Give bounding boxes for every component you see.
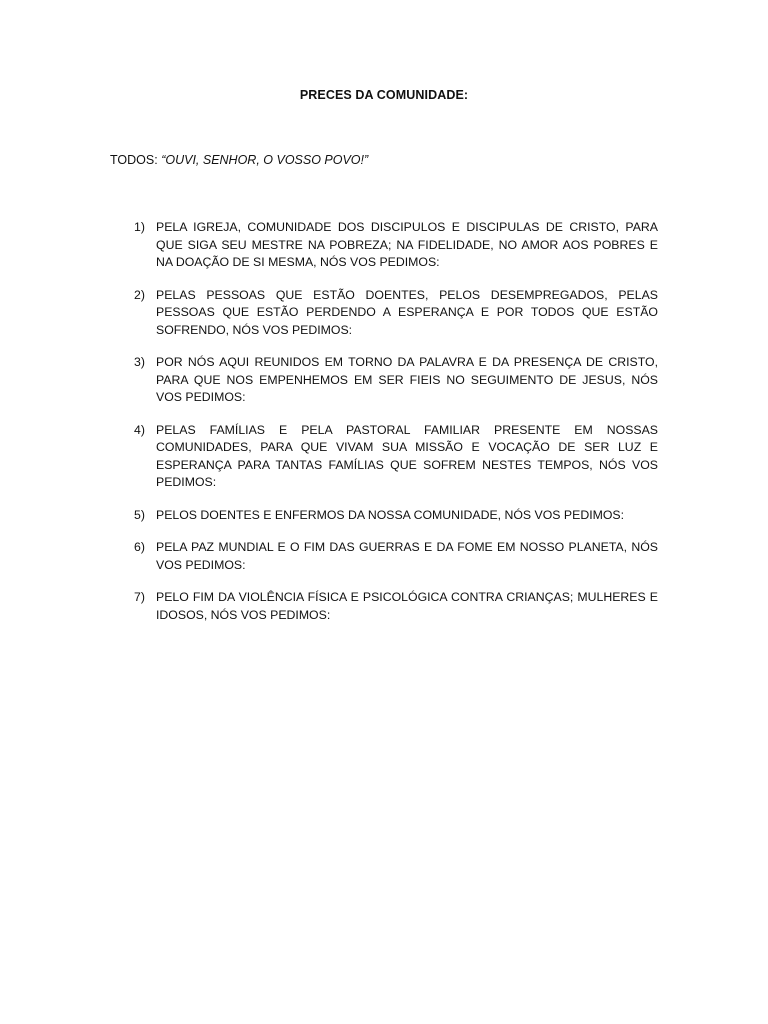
prayer-number: 7) [134,590,145,604]
prayer-item [127,589,658,624]
response-text: “OUVI, SENHOR, O VOSSO POVO!” [161,153,369,167]
response-label: TODOS: [110,153,158,167]
prayer-text: PELOS DOENTES E ENFERMOS DA NOSSA COMUNIDADE, NÓS VOS PEDIMOS: [156,507,625,522]
prayer-item [127,219,658,272]
page-title: PRECES DA COMUNIDADE: [299,88,469,102]
prayer-list [127,219,658,639]
prayer-text: PELAS PESSOAS QUE ESTÃO DOENTES, PELOS DESEMPREGADOS, PELAS PESSOAS QUE ESTÃO PERDENDO A ESPERANÇA E POR TODOS QUE ESTÃO SOFRENDO, NÓS VOS PEDIMOS: [156,287,658,337]
prayer-item [127,507,658,525]
prayer-number: 2) [134,287,145,302]
prayer-text: POR NÓS AQUI REUNIDOS EM TORNO DA PALAVRA E DA PRESENÇA DE CRISTO, PARA QUE NOS EMPENHEMOS EM SER FIEIS NO SEGUIMENTO DE JESUS, NÓS VOS PEDIMOS: [156,355,658,404]
prayer-item [127,354,658,407]
prayer-text: PELA PAZ MUNDIAL E O FIM DAS GUERRAS E DA FOME EM NOSSO PLANETA, NÓS VOS PEDIMOS: [156,540,658,572]
prayer-text: PELO FIM DA VIOLÊNCIA FÍSICA E PSICOLÓGICA CONTRA CRIANÇAS; MULHERES E IDOSOS, NÓS VOS PEDIMOS: [156,590,658,622]
community-response [110,153,368,167]
prayer-number: 4) [134,422,145,437]
prayer-text: PELA IGREJA, COMUNIDADE DOS DISCIPULOS E DISCIPULAS DE CRISTO, PARA QUE SIGA SEU MESTRE NA POBREZA; NA FIDELIDADE, NO AMOR AOS POBRES E NA DOAÇÃO DE SI MESMA, NÓS VOS PEDIMOS: [156,220,658,269]
prayer-number: 1) [134,220,145,234]
prayer-item [127,287,658,340]
prayer-number: 5) [134,507,145,522]
prayer-number: 3) [134,355,145,369]
prayer-text: PELAS FAMÍLIAS E PELA PASTORAL FAMILIAR PRESENTE EM NOSSAS COMUNIDADES, PARA QUE VIVAM SUA MISSÃO E VOCAÇÃO DE SER LUZ E ESPERANÇA PARA TANTAS FAMÍLIAS QUE SOFREM NESTES TEMPOS, NÓS VOS PEDIMOS: [156,422,658,489]
prayer-number: 6) [134,540,145,554]
prayer-item [127,539,658,574]
prayer-item [127,422,658,492]
